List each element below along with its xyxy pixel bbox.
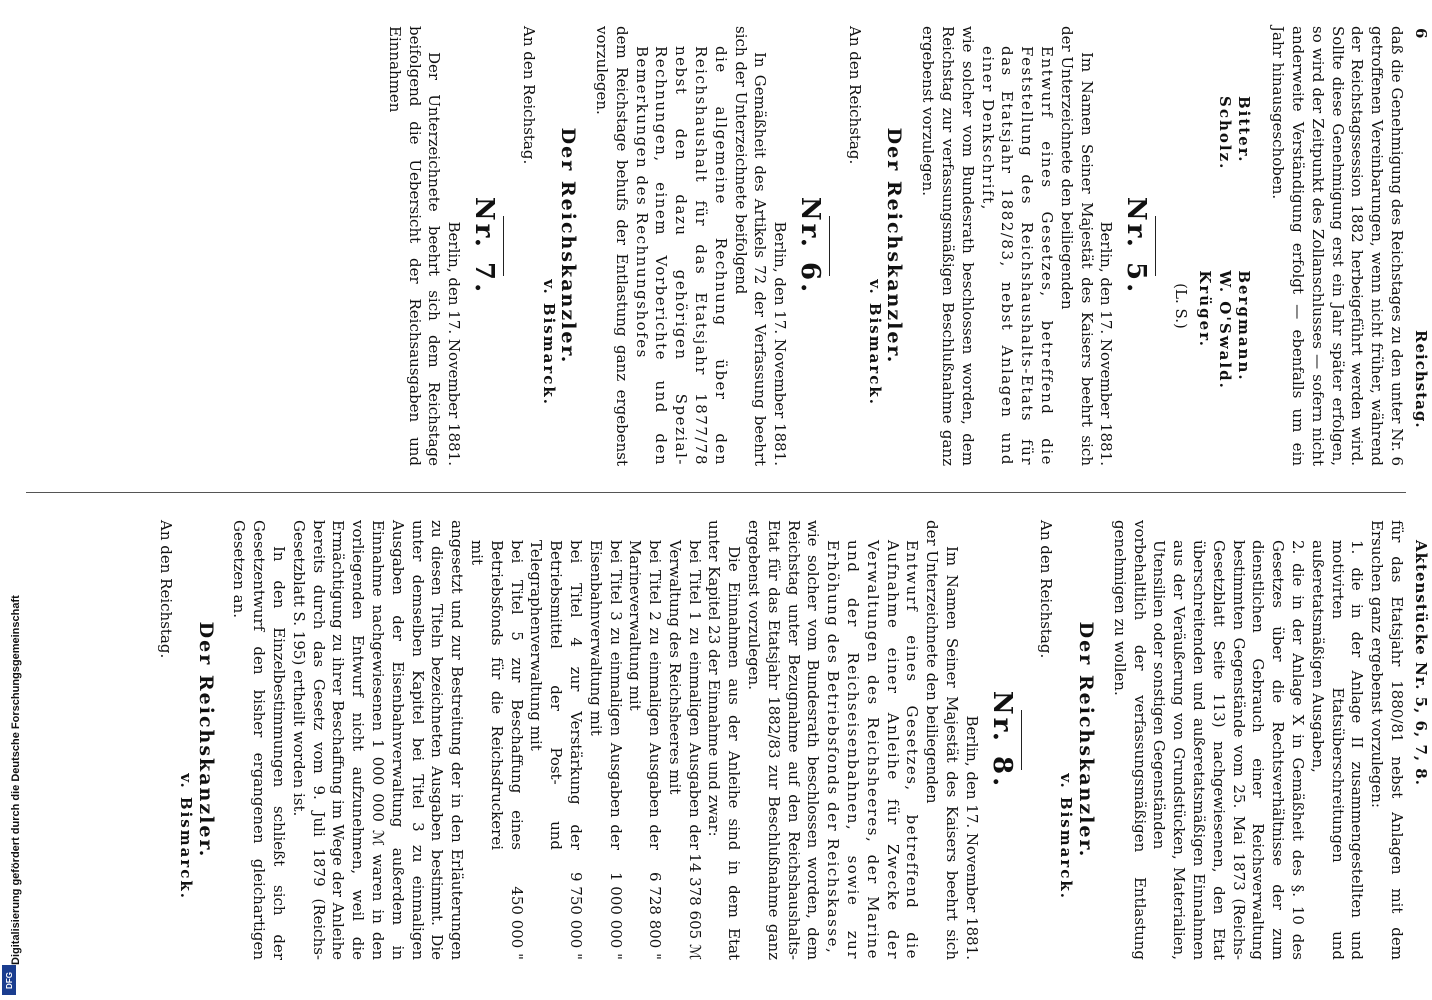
row-label: bei Titel 2 zu einmaligen Ausgaben der Marineverwaltung mit	[626, 540, 665, 850]
date-line-7: Berlin, den 17. November 1881.	[445, 221, 464, 466]
signature-krueger: Krüger.	[1195, 270, 1214, 348]
row-value: 1 000 000 "	[606, 871, 625, 960]
seal-mark: (L. S.)	[1172, 283, 1191, 329]
nr6-account-title: die allgemeine Rechnung über den Reichshaushalt für das Etatsjahr 1877/78 nebst den dazu gehörigen Spezial-Rechnungen, einem Vorberichte und den Bemerkungen des Rechnungshofes	[632, 46, 730, 466]
date-line-8: Berlin, den 17. November 1881.	[962, 715, 981, 960]
row-label: bei Titel 5 zur Beschaffung eines Betriebsfonds für die Reichsdruckerei mit	[467, 540, 526, 850]
row-value: 14 378 605 ℳ	[685, 853, 704, 960]
column-divider	[26, 492, 1406, 493]
right-addressee: An den Reichstag.	[1037, 520, 1056, 659]
left-column	[384, 26, 1406, 466]
row-value: 450 000 "	[507, 886, 526, 960]
right-signature-name: v. Bismarck.	[1057, 773, 1076, 900]
nr5-closing: wie solcher vom Bundesrath beschlossen worden, dem Reichstag zur verfassungsmäßigen Beschlußnahme ganz ergebenst vorzulegen.	[919, 26, 977, 466]
dfg-logo-icon	[2, 965, 16, 995]
document-number-8: Nr. 8.	[986, 690, 1017, 790]
row-label: bei Titel 4 zur Verstärkung der Betriebsmittel der Post- und Telegraphenverwaltung mit	[527, 540, 585, 850]
table-row	[585, 520, 625, 960]
digitization-note: Digitalisierung gefördert durch die Deutsche Forschungsgemeinschaft	[10, 595, 22, 965]
signature-scholz: Scholz.	[1215, 96, 1234, 171]
nr8-signature-name: v. Bismarck.	[176, 773, 195, 900]
right-continuation-paragraph: für das Etatsjahr 1880/81 nebst Anlagen mit dem Ersuchen ganz ergebenst vorzulegen:	[1368, 520, 1406, 960]
row-value: 9 750 000 "	[566, 871, 585, 960]
nr8-income-intro: Die Einnahmen aus der Anleihe sind in dem Etat unter Kapitel 23 der Einnahme und zwar:	[705, 520, 744, 960]
section-divider	[829, 216, 830, 276]
document-number-6: Nr. 6.	[795, 196, 826, 296]
table-row	[526, 520, 585, 960]
nr6-signature-name: v. Bismarck.	[539, 279, 558, 406]
document-number-7: Nr. 7.	[468, 196, 499, 296]
date-line-5: Berlin, den 17. November 1881.	[1097, 221, 1116, 466]
signature-block	[1194, 26, 1253, 466]
row-value: 6 728 800 "	[646, 871, 665, 960]
right-closing: vorbehaltlich der verfassungsmäßigen Entlastung genehmigen zu wollen.	[1110, 520, 1149, 960]
digitization-credit	[0, 585, 20, 1000]
nr5-intro: Im Namen Seiner Majestät des Kaisers beehrt sich der Unterzeichnete den beiliegenden	[1057, 26, 1096, 466]
nr6-signature-title: Der Reichskanzler.	[557, 127, 580, 365]
nr5-signature-title: Der Reichskanzler.	[883, 127, 906, 365]
nr5-bill-title: Entwurf eines Gesetzes, betreffend die Feststellung des Reichshaushalts-Etats für das Etatsjahr 1882/83, nebst Anlagen und einer Denkschrift,	[978, 46, 1057, 466]
row-label: bei Titel 3 zu einmaligen Ausgaben der Eisenbahnverwaltung mit	[586, 540, 625, 850]
table-row	[466, 520, 525, 960]
running-title-left: Reichstag.	[1412, 330, 1430, 429]
nr8-addressee: An den Reichstag.	[156, 520, 175, 659]
section-divider	[1021, 710, 1022, 770]
table-row	[625, 520, 665, 960]
dfg-logo-text: DFG	[4, 971, 14, 989]
signature-bitter: Bitter.	[1235, 96, 1254, 164]
table-row	[664, 520, 704, 960]
row-label: bei Titel 1 zu einmaligen Ausgaben der Verwaltung des Reichsheeres mit	[665, 540, 704, 850]
nr8-bill-title: Entwurf eines Gesetzes, betreffend die Aufnahme einer Anleihe für Zwecke der Verwaltungen des Reichsheeres, der Marine und der Reichseisenbahnen, sowie zur Erhöhung des Betriebsfonds der Reichskasse,	[824, 540, 922, 960]
right-column	[155, 520, 1406, 960]
document-number-5: Nr. 5.	[1121, 196, 1152, 296]
signature-oswald: W. O'Swald.	[1215, 270, 1234, 390]
left-continuation-paragraph: daß die Genehmigung des Reichstages zu den unter Nr. 6 getroffenen Vereinbarungen, wenn nicht früher, während der Reichstagssession 1882 herbeigeführt werden wird. Sollte diese Genehmigung erst ein Jahr später erfolgen, so wird der Zeitpunkt des Zollanschlusses — sofern nicht anderweite Verständigung erfolgt — ebenfalls um ein Jahr hinausgeschoben.	[1269, 26, 1406, 466]
nr8-intro: Im Namen Seiner Majestät des Kaisers beehrt sich der Unterzeichnete den beiliegenden	[923, 520, 962, 960]
nr8-final-note: In den Einzelbestimmungen schließt sich der Gesetzentwurf den bisher ergangenen gleichartigen Gesetzen an.	[230, 520, 288, 960]
nr5-addressee: An den Reichstag.	[845, 26, 864, 165]
running-title-right: Aktenstücke Nr. 5, 6, 7, 8.	[1412, 540, 1430, 786]
nr8-request: wie solcher vom Bundesrath beschlossen worden, dem Reichstag unter Bezugnahme auf den Reichshaushalts-Etat für das Etatsjahr 1882/83 zur Beschlußnahme ganz ergebenst vorzulegen.	[745, 520, 823, 960]
page-number: 6	[1412, 28, 1430, 39]
nr8-signature-title: Der Reichskanzler.	[194, 621, 217, 859]
nr7-intro: Der Unterzeichnete beehrt sich dem Reichstage beifolgend die Uebersicht der Reichsausgaben und Einnahmen	[385, 26, 444, 466]
nr6-addressee: An den Reichstag.	[519, 26, 538, 165]
nr6-closing: dem Reichstage behufs der Entlastung ganz ergebenst vorzulegen.	[593, 26, 631, 466]
section-divider	[1155, 216, 1156, 276]
date-line-6: Berlin, den 17. November 1881.	[771, 221, 790, 466]
signature-bergmann: Bergmann.	[1235, 270, 1254, 382]
right-signature-title: Der Reichskanzler.	[1075, 621, 1098, 859]
nr5-signature-name: v. Bismarck.	[865, 279, 884, 406]
section-divider	[503, 216, 504, 276]
nr6-intro: In Gemäßheit des Artikels 72 der Verfassung beehrt sich der Unterzeichnete beifolgend	[731, 26, 770, 466]
list-item-1: 1. die in der Anlage II zusammengestellten und motivirten Etatsüberschreitungen und außeretatsmäßigen Ausgaben,	[1308, 540, 1367, 960]
nr8-explanation: angesetzt und zur Bestreitung der in den Erläuterungen zu diesen Titeln bezeichneten Ausgaben bestimmt. Die unter demselben Kapitel bei Titel 3 zu einmaligen Ausgaben der Eisenbahnverwaltung außerdem in Einnahme nachgewiesenen 1 000 000 ℳ waren in den vorliegenden Entwurf nicht aufzunehmen, weil die Ermächtigung zu ihrer Beschaffung im Wege der Anleihe bereits durch das Gesetz vom 9. Juli 1879 (Reichs-Gesetzblatt S. 195) ertheilt worden ist.	[289, 520, 467, 960]
list-item-2: 2. die in der Anlage X in Gemäßheit des §. 10 des Gesetzes über die Rechtsverhältnisse der zum dienstlichen Gebrauch einer Reichsverwaltung bestimmten Gegenstände vom 25. Mai 1873 (Reichs-Gesetzblatt Seite 113) nachgewiesenen, den Etat überschreitenden und außeretatsmäßigen Einnahmen aus der Veräußerung von Grundstücken, Materialien, Utensilien oder sonstigen Gegenständen	[1150, 540, 1308, 960]
